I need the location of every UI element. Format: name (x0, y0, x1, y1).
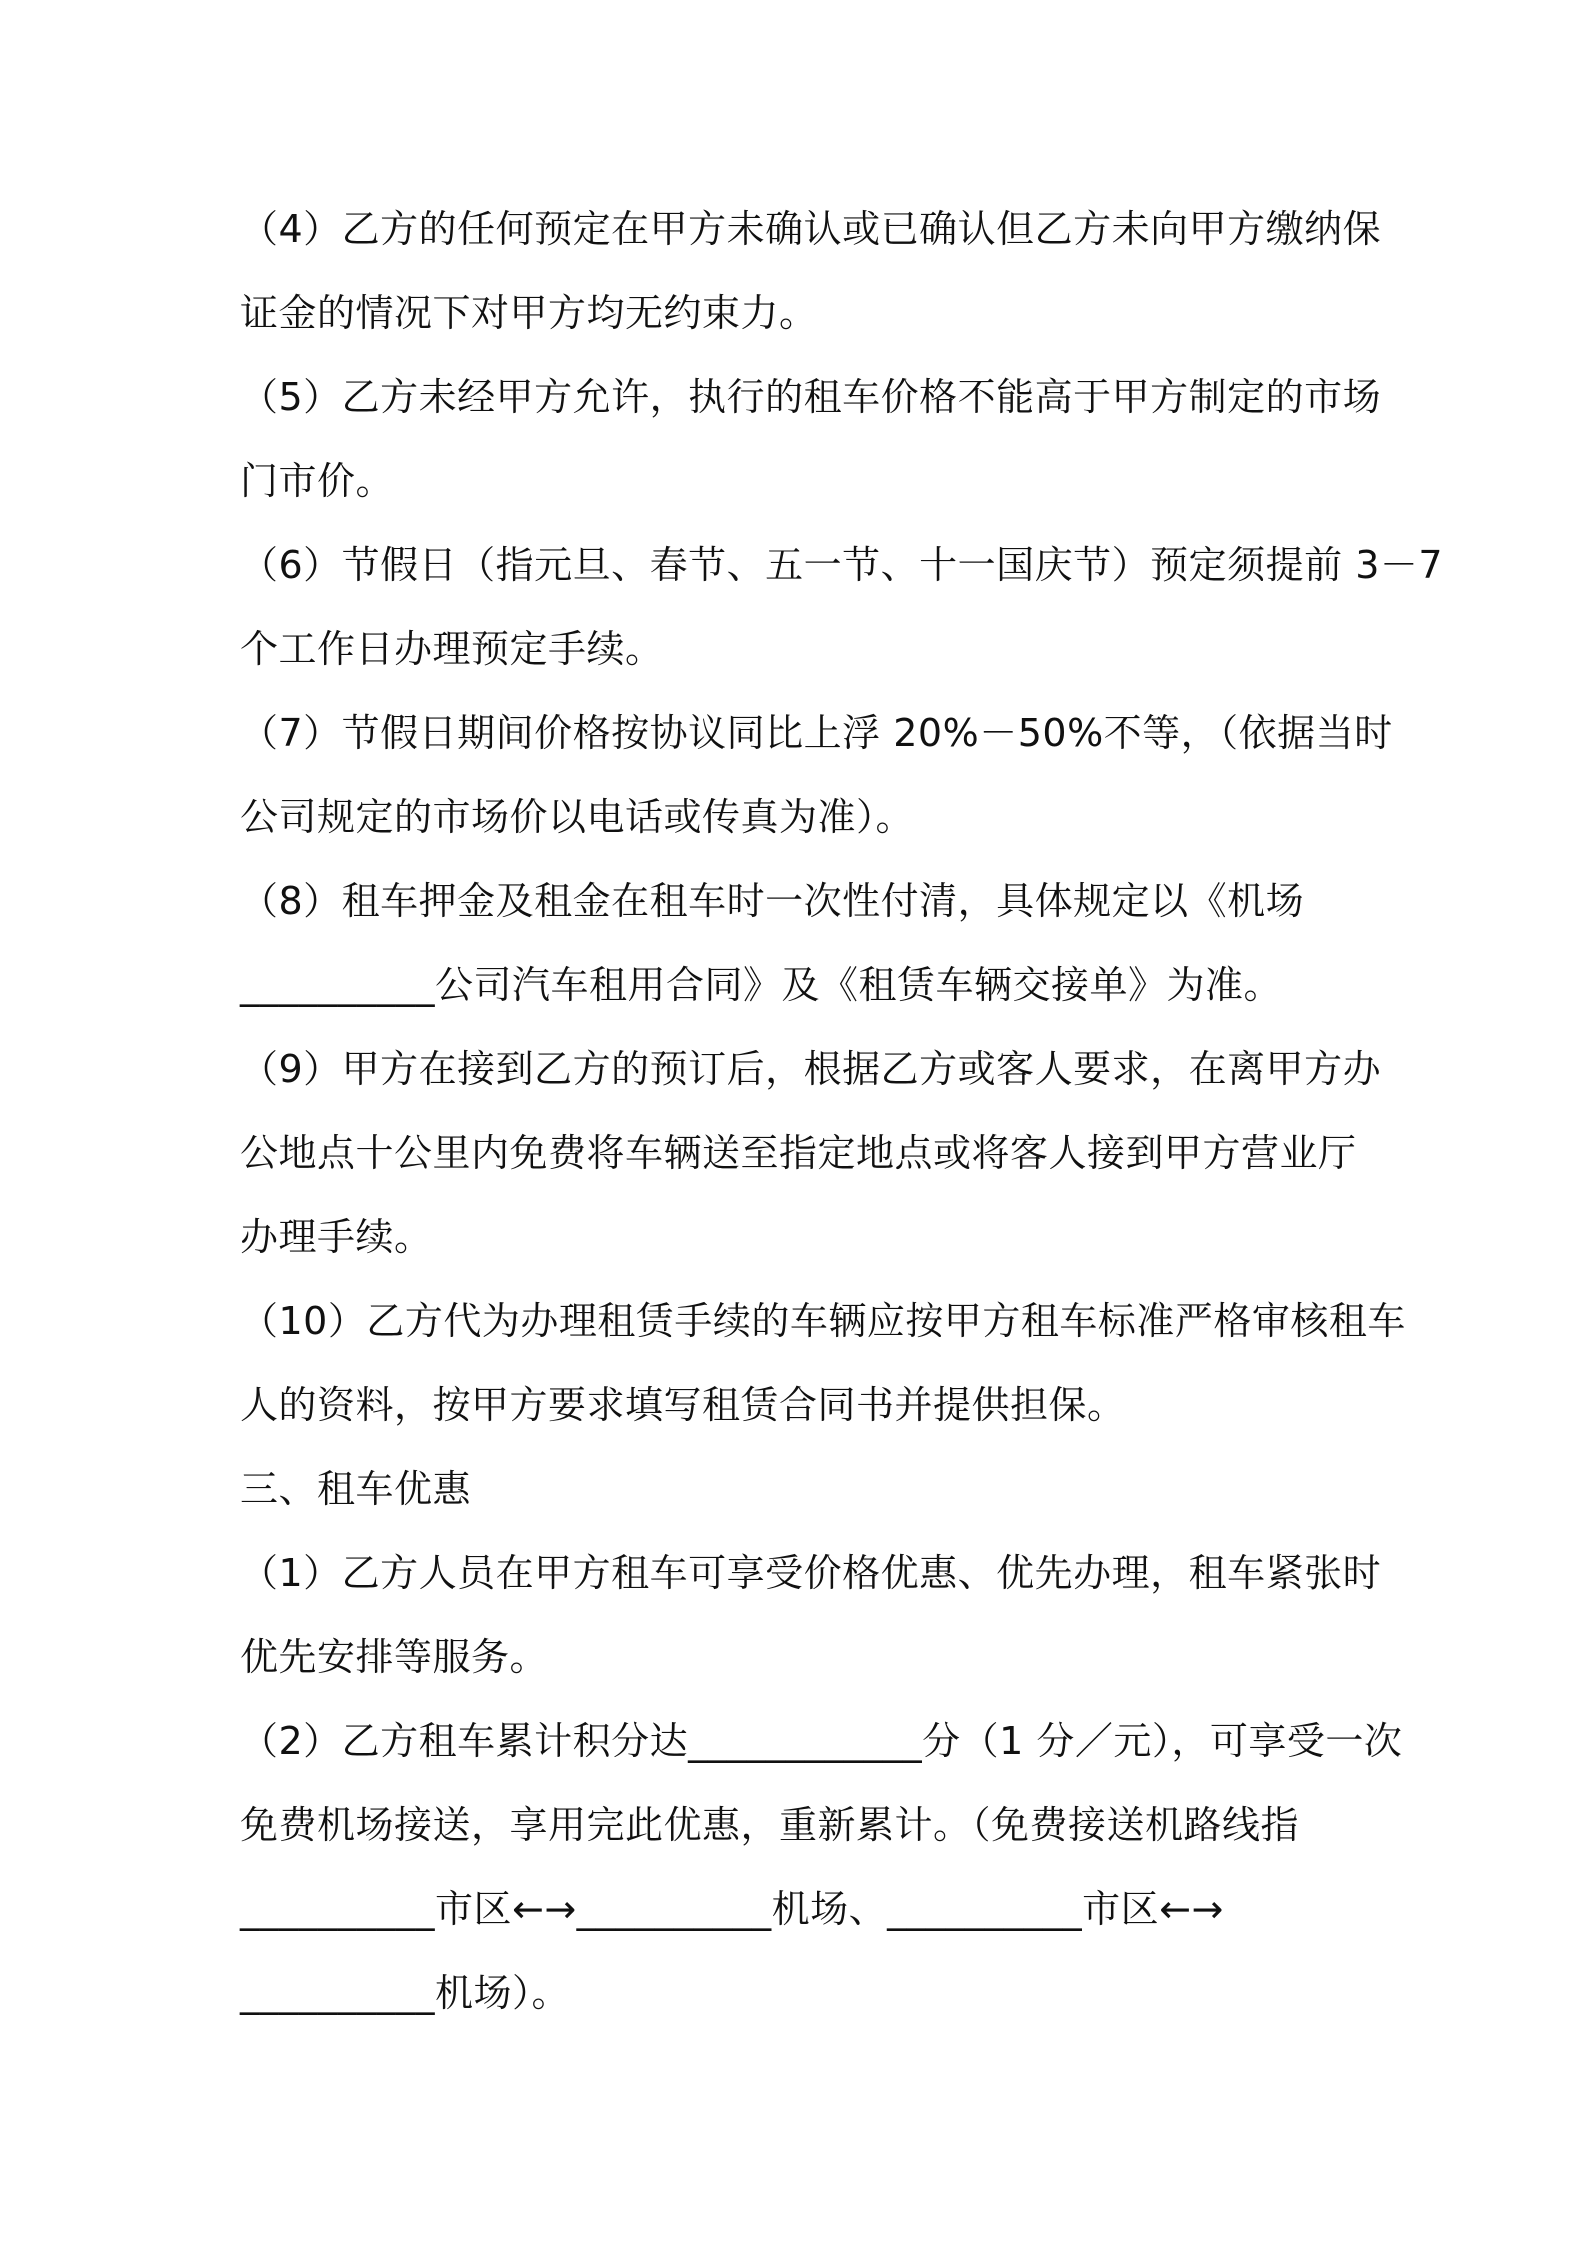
text-line: 证金的情况下对甲方均无约束力。 (240, 291, 818, 335)
text-line: （6）节假日（指元旦、春节、五一节、十一国庆节）预定须提前 3－7 (240, 543, 1444, 587)
text-line: 个工作日办理预定手续。 (240, 627, 664, 671)
text-line: 公司规定的市场价以电话或传真为准）。 (240, 795, 915, 839)
text-line: （8）租车押金及租金在租车时一次性付清，具体规定以《机场 (240, 879, 1305, 923)
text-line: （1）乙方人员在甲方租车可享受价格优惠、优先办理，租车紧张时 (240, 1551, 1382, 1595)
text-line: __________市区←→__________机场、__________市区←→ (240, 1887, 1224, 1931)
text-line: 人的资料，按甲方要求填写租赁合同书并提供担保。 (240, 1383, 1126, 1427)
text-line: __________机场）。 (240, 1971, 571, 2015)
text-line: 免费机场接送，享用完此优惠，重新累计。（免费接送机路线指 (240, 1803, 1300, 1847)
text-line: 办理手续。 (240, 1215, 433, 1259)
text-line: （7）节假日期间价格按协议同比上浮 20%－50%不等，（依据当时 (240, 711, 1393, 755)
text-line: （4）乙方的任何预定在甲方未确认或已确认但乙方未向甲方缴纳保 (240, 207, 1382, 251)
text-line: 优先安排等服务。 (240, 1635, 549, 1679)
text-line: 门市价。 (240, 459, 395, 503)
text-line: （2）乙方租车累计积分达____________分（1 分／元），可享受一次 (240, 1719, 1403, 1763)
text-line: （10）乙方代为办理租赁手续的车辆应按甲方租车标准严格审核租车 (240, 1299, 1406, 1343)
text-line: （5）乙方未经甲方允许，执行的租车价格不能高于甲方制定的市场 (240, 375, 1382, 419)
text-line: __________公司汽车租用合同》及《租赁车辆交接单》为准。 (240, 963, 1283, 1007)
text-line: 公地点十公里内免费将车辆送至指定地点或将客人接到甲方营业厅 (240, 1131, 1357, 1175)
section-heading: 三、租车优惠 (240, 1467, 472, 1511)
text-line: （9）甲方在接到乙方的预订后，根据乙方或客人要求，在离甲方办 (240, 1047, 1382, 1091)
